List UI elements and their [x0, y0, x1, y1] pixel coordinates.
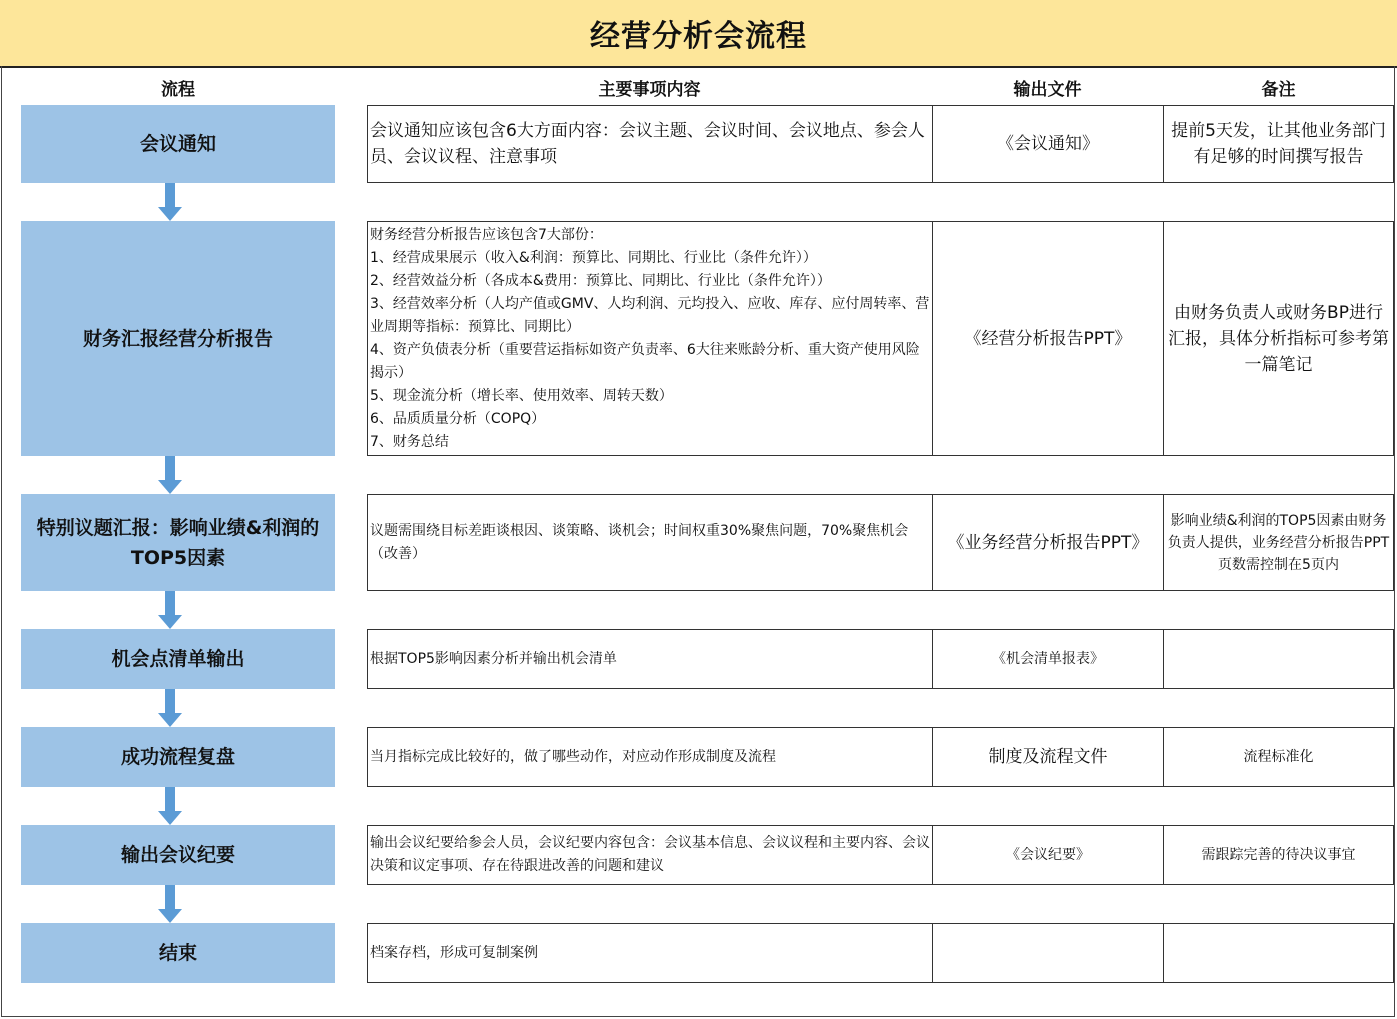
output-cell: 《会议通知》: [933, 106, 1164, 182]
flow-step-meeting-notice: 会议通知: [21, 105, 335, 183]
content-cell: 档案存档，形成可复制案例: [368, 924, 933, 982]
note-cell: 提前5天发，让其他业务部门有足够的时间撰写报告: [1171, 121, 1386, 167]
flow-arrow-down-icon: [158, 591, 182, 631]
output-cell: 制度及流程文件: [933, 728, 1164, 786]
output-cell: 《会议纪要》: [933, 826, 1164, 884]
flow-arrow-down-icon: [158, 456, 182, 496]
table-row: [367, 105, 1394, 183]
flow-step-finance-report: 财务汇报经营分析报告: [21, 221, 335, 456]
flow-arrow-down-icon: [158, 885, 182, 925]
output-cell: 《经营分析报告PPT》: [933, 222, 1164, 455]
note-cell: [1164, 924, 1393, 982]
note-cell: [1164, 630, 1393, 688]
flow-arrow-down-icon: [158, 787, 182, 827]
note-cell: 由财务负责人或财务BP进行汇报，具体分析指标可参考第一篇笔记: [1168, 302, 1389, 375]
output-cell: 《机会清单报表》: [933, 630, 1164, 688]
table-row: [367, 727, 1394, 787]
flow-arrow-down-icon: [158, 689, 182, 729]
content-cell: 议题需围绕目标差距谈根因、谈策略、谈机会；时间权重30%聚焦问题，70%聚焦机会（改善）: [368, 495, 933, 590]
content-cell: 财务经营分析报告应该包含7大部份： 1、经营成果展示（收入&利润：预算比、同期比、行业比（条件允许）） 2、经营效益分析（各成本&费用：预算比、同期比、行业比（条件允许）） 3、经营效率分析（人均产值或GMV、人均利润、元均投入、应收、库存、应付周转率、营业周期等指标：预算比、同期比） 4、资产负债表分析（重要营运指标如资产负责率、6大往来账龄分析、重大资产使用风险揭示） 5、现金流分析（增长率、使用效率、周转天数） 6、品质质量分析（COPQ） 7、财务总结: [368, 222, 933, 455]
header-content: 主要事项内容: [598, 79, 701, 100]
flow-step-meeting-minutes: 输出会议纪要: [21, 825, 335, 885]
table-row: [367, 494, 1394, 591]
flow-step-success-review: 成功流程复盘: [21, 727, 335, 787]
header-output: 输出文件: [1013, 79, 1082, 100]
flow-step-opportunity-list: 机会点清单输出: [21, 629, 335, 689]
note-cell: 影响业绩&利润的TOP5因素由财务负责人提供，业务经营分析报告PPT页数需控制在5页内: [1167, 512, 1390, 573]
content-cell: 输出会议纪要给参会人员，会议纪要内容包含：会议基本信息、会议议程和主要内容、会议决策和议定事项、存在待跟进改善的问题和建议: [368, 826, 933, 884]
content-cell: 根据TOP5影响因素分析并输出机会清单: [368, 630, 933, 688]
table-row: [367, 923, 1394, 983]
note-cell: 流程标准化: [1243, 748, 1314, 765]
table-row: [367, 825, 1394, 885]
output-cell: 《业务经营分析报告PPT》: [933, 495, 1164, 590]
table-row: [367, 221, 1394, 456]
content-cell: 会议通知应该包含6大方面内容：会议主题、会议时间、会议地点、参会人员、会议议程、注意事项: [368, 106, 933, 182]
header-flow: 流程: [161, 79, 195, 100]
table-row: [367, 629, 1394, 689]
page-title: 经营分析会流程: [0, 0, 1397, 68]
flow-step-special-topic: 特别议题汇报：影响业绩&利润的TOP5因素: [21, 494, 335, 591]
content-cell: 当月指标完成比较好的，做了哪些动作，对应动作形成制度及流程: [368, 728, 933, 786]
note-cell: 需跟踪完善的待决议事宜: [1201, 846, 1356, 863]
flow-arrow-down-icon: [158, 183, 182, 223]
flow-step-end: 结束: [21, 923, 335, 983]
header-note: 备注: [1261, 79, 1296, 100]
output-cell: [933, 924, 1164, 982]
